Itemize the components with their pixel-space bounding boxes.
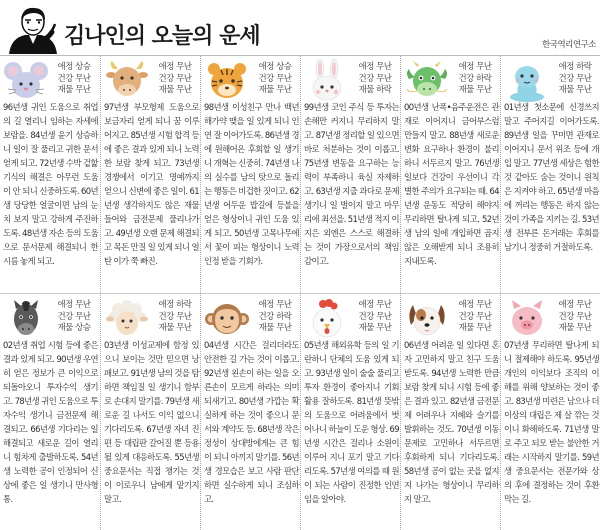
health-luck: 건강 무난 xyxy=(57,311,91,322)
fortune-text: 98년생 이성친구 만나 백년해가약 맺을 일 있게 되니 인연 잘 이어가도록. 86년생 경에 원해어온 후회할 일 생기니 개혁는 신중히. 74년생 나의 실수를 남의 탓으로 돌리는 행동은 비겁한 짓이고. 62년생 어두운 밥길에 등불을 얻은 형상이니 귀인 도움 있게 되고. 50년생 고목나무에서 꽃이 피는 형상이니 노력 인정 받을 기회가. xyxy=(204,102,299,266)
monkey-icon xyxy=(203,297,251,341)
ox-icon xyxy=(103,59,151,103)
health-luck: 건강 무난 xyxy=(558,311,592,322)
fortune-summary xyxy=(551,300,599,335)
wealth-luck: 재물 무난 xyxy=(57,85,91,95)
zodiac-grid xyxy=(0,56,600,530)
fortune-text: 03년생 이성교제에 함정 있으니 보이는 것만 믿으면 낭패보고. 91년생 남의 것을 탐하면 책임질 일 생기니 함부로 손대지 말기를. 79년생 새로운 길 나서도 이익 없으니 기다리도록. 67년생 자녀 진편 등 대립판 갈어질 뿐 등용될 있게 대응하도록. 55년생 중요문서는 직접 챙기는 것이 이로우니 남에게 맡기지 말고. xyxy=(104,340,199,504)
sheep-icon xyxy=(103,297,151,341)
love-luck: 애정 무난 xyxy=(57,300,91,310)
fortune-summary xyxy=(551,62,599,97)
fortune-summary xyxy=(251,62,299,97)
author-portrait-icon xyxy=(5,4,61,54)
fortune-text: 01년생 첫소문에 신경쓰지 말고 주어지길 이어가도록. 89년생 일을 꾸미면 관재로 이어지니 문서 위조 등에 개입 말고. 77년생 세상은 험한 것 같아도 숨는 것이니 원칙은 지켜야 하고. 65년생 마음에 꺼리는 행동은 하지 않는 것이 가족을 지키는 길. 53년생 전부른 돈거래는 후회를 남기니 정중히 거절하도록. xyxy=(504,102,599,252)
dog-icon xyxy=(403,297,451,341)
love-luck: 애정 무난 xyxy=(258,300,292,310)
wealth-luck: 재물 무난 xyxy=(558,85,592,95)
fortune-summary xyxy=(151,62,199,97)
health-luck: 건강 하락 xyxy=(258,311,292,322)
header xyxy=(0,0,600,56)
wealth-luck: 재물 무난 xyxy=(458,85,492,95)
health-luck: 건강 무난 xyxy=(158,311,192,322)
fortune-summary xyxy=(151,300,199,335)
wealth-luck: 재물 상승 xyxy=(57,323,91,333)
snake-icon xyxy=(503,59,551,103)
wealth-luck: 재물 무난 xyxy=(258,323,292,333)
wealth-luck: 재물 무난 xyxy=(158,85,192,95)
love-luck: 애정 무난 xyxy=(558,300,592,310)
wealth-luck: 재물 하락 xyxy=(358,85,392,95)
fortune-summary xyxy=(50,300,98,335)
fortune-summary xyxy=(451,300,499,335)
love-luck: 애정 무난 xyxy=(458,300,492,310)
zodiac-card-dog xyxy=(400,293,500,530)
dragon-icon xyxy=(403,59,451,103)
fortune-text: 07년생 무리하면 탈나게 되니 절제해야 하도록. 95년생 개인의 이익보다 조직의 이해를 위해 양보하는 것이 좋고. 83년생 미련은 남으나 더 이상의 대립은 제 살 깎는 것이니 화해하도록. 71년생 말로 주고 되모 받는 불안한 거래는 시작하지 말기를. 59년생 중요문서는 전문가와 상의 후에 결정하는 것이 후환 막는 길. xyxy=(504,340,599,504)
rabbit-icon xyxy=(303,59,351,103)
love-luck: 애정 무난 xyxy=(158,62,192,72)
fortune-text: 05년생 해외유학 등의 일 기란하니 단체의 도움 있게 되고. 93년생 일이 술술 풀리고 투자 환경이 좋아지니 기회활용 잘하도록. 81년생 뜻밖의 도움으로 어려움에서 벗어나니 하늘이 도운 형상. 69년생 시간은 걸리나 소원이 이루어 지니 포기 말고 기다리도록. 57년생 여의를 때 원이 되는 사람이 진정한 인연임을 알아야. xyxy=(304,340,399,504)
zodiac-card-rabbit xyxy=(300,56,400,293)
love-luck: 애정 무난 xyxy=(358,62,392,72)
love-luck: 애정 상승 xyxy=(57,62,91,72)
wealth-luck: 재물 무난 xyxy=(358,323,392,333)
horse-icon xyxy=(2,297,50,341)
love-luck: 애정 무난 xyxy=(358,300,392,310)
zodiac-card-snake xyxy=(500,56,600,293)
zodiac-card-ox xyxy=(100,56,200,293)
fortune-summary xyxy=(351,300,399,335)
mouse-icon xyxy=(2,59,50,103)
love-luck: 애정 하락 xyxy=(158,300,192,310)
health-luck: 건강 무난 xyxy=(358,73,392,84)
zodiac-card-rooster xyxy=(300,293,400,530)
health-luck: 건강 무난 xyxy=(158,73,192,84)
page-title: 김나인의 오늘의 운세 xyxy=(64,24,260,49)
health-luck: 건강 무난 xyxy=(558,73,592,84)
health-luck: 건강 무난 xyxy=(358,311,392,322)
fortune-summary xyxy=(451,62,499,97)
wealth-luck: 재물 무난 xyxy=(458,323,492,333)
zodiac-card-sheep xyxy=(100,293,200,530)
love-luck: 애정 무난 xyxy=(458,62,492,72)
fortune-summary xyxy=(351,62,399,97)
fortune-text: 02년생 취업 시험 등에 좋은 결과 있게 되고. 90년생 우연히 얻은 정보가 큰 이익으로 되돌아오니 투자수익 생기고. 78년생 귀인 도움으로 투자수익 생기니 금전문제 해결되고. 66년생 기다리는 일 해결되고 새로운 길이 열리니 힘차게 출발하도록. 54년생 노력한 공이 인정되어 신상에 좋은 일 생기니 만사형통. xyxy=(3,340,98,504)
zodiac-card-dragon xyxy=(400,56,500,293)
fortune-text: 04년생 시간은 걸리더라도 안전한 길 가는 것이 이롭고. 92년생 왼손이 하는 일을 오른손이 모르게 하라는 의미 되새기고. 80년생 가깝는 확실하게 하는 것이 좋으니 문서와 계약도 등. 68년생 작은 정성이 상대방에게는 큰 힘이 되니 아끼지 말기를. 56년생 경모습은 보고 사람 판단하면 실수하게 되니 조심하고. xyxy=(204,340,299,504)
rooster-icon xyxy=(303,297,351,341)
health-luck: 건강 무난 xyxy=(57,73,91,84)
health-luck: 건강 무난 xyxy=(258,73,292,84)
fortune-text: 00년생 난폭•음주운전은 관재로 이어지니 금어부스럼 만들지 말고. 88년생 새로운 변화 요구하나 환경이 불리하니 서두르지 말고. 76년생 일보다 건강이 우선이니 각별한 주의가 요구되는 때. 64년생 운동도 적당히 해야지 무리하면 탈나게 되고. 52년생 남의 일에 개입하면 곱지 않은 오해받게 되니 조용히 지내도록. xyxy=(404,102,499,266)
love-luck: 애정 상승 xyxy=(258,62,292,72)
zodiac-card-pig xyxy=(500,293,600,530)
health-luck: 건강 하락 xyxy=(458,73,492,84)
wealth-luck: 재물 무난 xyxy=(258,85,292,95)
fortune-summary xyxy=(50,62,98,97)
zodiac-card-horse xyxy=(0,293,100,530)
love-luck: 애정 하락 xyxy=(558,62,592,72)
wealth-luck: 재물 무난 xyxy=(158,323,192,333)
wealth-luck: 재물 무난 xyxy=(558,323,592,333)
zodiac-card-mouse xyxy=(0,56,100,293)
health-luck: 건강 무난 xyxy=(458,311,492,322)
zodiac-card-monkey xyxy=(200,293,300,530)
fortune-text: 06년생 어려운 일 있다면 혼자 고민하지 말고 친구 도움 받도록. 94년생 노력한 만큼 보람 찾게 되니 시험 등에 좋은 결과 있고. 82년생 금전문제 어려우나 지혜와 슬기를 발휘하는 것도. 70년생 이동문제로 고민하나 서두르면 후회하게 되니 기다리도록. 58년생 공이 없는 곳을 없지지 나가는 형상이니 무리하지 말고. xyxy=(404,340,499,504)
fortune-text: 97년생 부모형제 도움으로 보금자리 얻게 되니 꿈 이루어지고. 85년생 시험 합격 등에 좋은 결과 있게 되니 노력한 보람 찾게 되고. 73년생 경쟁에서 이기고 명예까지 얻으니 신변에 좋은 일이. 61년생 생각하지도 않은 재물 들어와 금전문제 풀리나가고. 49년생 오랜 문제 해결되고 목돈 만질 일 있게 되니 얼탄 이가 쭉 빠진. xyxy=(104,102,199,266)
zodiac-card-tiger xyxy=(200,56,300,293)
pig-icon xyxy=(503,297,551,341)
fortune-text: 99년생 코인 주식 등 투자는 손해만 커지니 무리하지 말고. 87년생 정리할 일 있으면 바로 처분하는 것이 이롭고. 75년생 변동을 요구하는 능력이 부족하니 육실 자제하고. 63년생 지출 과다로 문제 생기니 일 벌이지 말고 마무리에 최선을. 51년생 적지 이 지은 외엔은 스스로 해결하는 것이 가장으로서의 책임감이고. xyxy=(304,102,399,266)
source-credit: 한국역리연구소 xyxy=(542,40,596,50)
tiger-icon xyxy=(203,59,251,103)
fortune-text: 96년생 귀인 도움으로 취업의 길 열리니 임하는 자세에 보람을. 84년생 윤기 상승하니 일이 잘 풀리고 귀한 문서 얻게 되고. 72년생 수박 겉핥기식의 해결은 아무런 도움이 안 되니 신중하도록. 60년생 당당한 얼굴이면 남의 눈치 보지 말고 강하게 주진하도록. 48년생 자손 등의 도움으로 문서문제 해결되니 한시름 놓게 되고. xyxy=(3,102,98,266)
fortune-summary xyxy=(251,300,299,335)
